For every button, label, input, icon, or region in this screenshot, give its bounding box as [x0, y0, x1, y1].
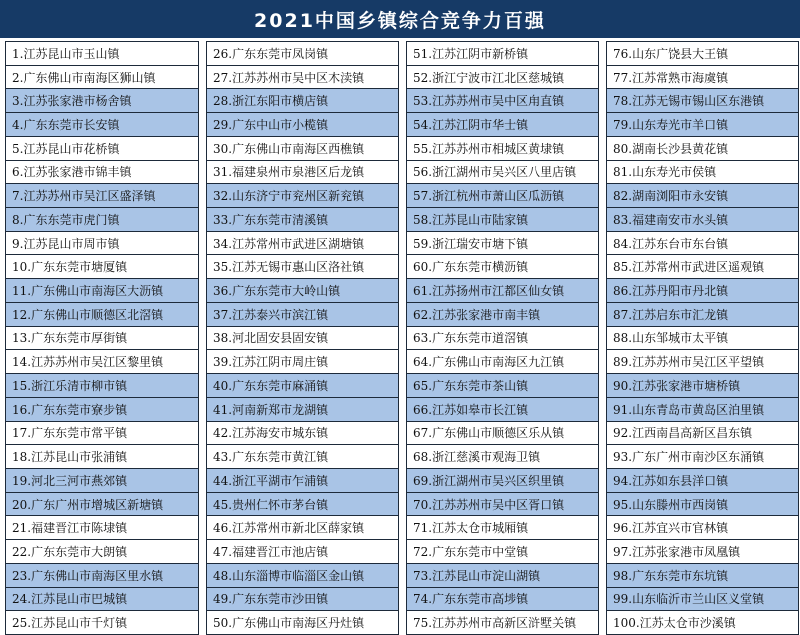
ranking-cell: 38.河北固安县固安镇 — [207, 327, 398, 351]
ranking-cell: 63.广东东莞市道滘镇 — [407, 327, 598, 351]
ranking-cell: 68.浙江慈溪市观海卫镇 — [407, 445, 598, 469]
ranking-cell: 51.江苏江阴市新桥镇 — [407, 42, 598, 66]
ranking-cell: 31.福建泉州市泉港区后龙镇 — [207, 161, 398, 185]
ranking-cell: 75.江苏苏州市高新区浒墅关镇 — [407, 611, 598, 635]
ranking-cell: 35.江苏无锡市惠山区洛社镇 — [207, 255, 398, 279]
ranking-cell: 26.广东东莞市凤岗镇 — [207, 42, 398, 66]
ranking-cell: 66.江苏如皋市长江镇 — [407, 398, 598, 422]
ranking-cell: 4.广东东莞市长安镇 — [6, 113, 198, 137]
ranking-cell: 13.广东东莞市厚街镇 — [6, 327, 198, 351]
ranking-cell: 42.江苏海安市城东镇 — [207, 422, 398, 446]
ranking-cell: 94.江苏如东县洋口镇 — [607, 469, 798, 493]
ranking-cell: 17.广东东莞市常平镇 — [6, 422, 198, 446]
ranking-cell: 91.山东青岛市黄岛区泊里镇 — [607, 398, 798, 422]
ranking-table — [5, 41, 798, 635]
ranking-cell: 55.江苏苏州市相城区黄埭镇 — [407, 137, 598, 161]
ranking-cell: 100.江苏太仓市沙溪镇 — [607, 611, 798, 635]
ranking-cell: 50.广东佛山市南海区丹灶镇 — [207, 611, 398, 635]
ranking-cell: 5.江苏昆山市花桥镇 — [6, 137, 198, 161]
ranking-cell: 78.江苏无锡市锡山区东港镇 — [607, 89, 798, 113]
ranking-cell: 62.江苏张家港市南丰镇 — [407, 303, 598, 327]
ranking-cell: 70.江苏苏州市吴中区胥口镇 — [407, 493, 598, 517]
ranking-cell: 1.江苏昆山市玉山镇 — [6, 42, 198, 66]
ranking-cell: 79.山东寿光市羊口镇 — [607, 113, 798, 137]
ranking-cell: 43.广东东莞市黄江镇 — [207, 445, 398, 469]
ranking-cell: 60.广东东莞市横沥镇 — [407, 255, 598, 279]
ranking-cell: 6.江苏张家港市锦丰镇 — [6, 161, 198, 185]
ranking-cell: 99.山东临沂市兰山区义堂镇 — [607, 588, 798, 612]
ranking-cell: 69.浙江湖州市吴兴区织里镇 — [407, 469, 598, 493]
ranking-cell: 21.福建晋江市陈埭镇 — [6, 516, 198, 540]
ranking-cell: 29.广东中山市小榄镇 — [207, 113, 398, 137]
ranking-cell: 36.广东东莞市大岭山镇 — [207, 279, 398, 303]
ranking-cell: 41.河南新郑市龙湖镇 — [207, 398, 398, 422]
ranking-cell: 49.广东东莞市沙田镇 — [207, 588, 398, 612]
ranking-cell: 56.浙江湖州市吴兴区八里店镇 — [407, 161, 598, 185]
ranking-cell: 74.广东东莞市高埗镇 — [407, 588, 598, 612]
ranking-cell: 45.贵州仁怀市茅台镇 — [207, 493, 398, 517]
ranking-cell: 95.山东滕州市西岗镇 — [607, 493, 798, 517]
ranking-cell: 98.广东东莞市东坑镇 — [607, 564, 798, 588]
ranking-cell: 12.广东佛山市顺德区北滘镇 — [6, 303, 198, 327]
ranking-cell: 23.广东佛山市南海区里水镇 — [6, 564, 198, 588]
ranking-cell: 14.江苏苏州市吴江区黎里镇 — [6, 350, 198, 374]
ranking-cell: 33.广东东莞市清溪镇 — [207, 208, 398, 232]
ranking-cell: 22.广东东莞市大朗镇 — [6, 540, 198, 564]
ranking-cell: 85.江苏常州市武进区遥观镇 — [607, 255, 798, 279]
ranking-cell: 47.福建晋江市池店镇 — [207, 540, 398, 564]
ranking-cell: 18.江苏昆山市张浦镇 — [6, 445, 198, 469]
ranking-cell: 65.广东东莞市茶山镇 — [407, 374, 598, 398]
ranking-cell: 25.江苏昆山市千灯镇 — [6, 611, 198, 635]
ranking-cell: 89.江苏苏州市吴江区平望镇 — [607, 350, 798, 374]
ranking-cell: 58.江苏昆山市陆家镇 — [407, 208, 598, 232]
ranking-cell: 93.广东广州市南沙区东涌镇 — [607, 445, 798, 469]
ranking-cell: 11.广东佛山市南海区大沥镇 — [6, 279, 198, 303]
ranking-cell: 97.江苏张家港市凤凰镇 — [607, 540, 798, 564]
ranking-column-3 — [406, 41, 599, 635]
ranking-cell: 83.福建南安市水头镇 — [607, 208, 798, 232]
ranking-cell: 72.广东东莞市中堂镇 — [407, 540, 598, 564]
ranking-cell: 10.广东东莞市塘厦镇 — [6, 255, 198, 279]
ranking-cell: 44.浙江平湖市乍浦镇 — [207, 469, 398, 493]
ranking-cell: 61.江苏扬州市江都区仙女镇 — [407, 279, 598, 303]
ranking-cell: 39.江苏江阴市周庄镇 — [207, 350, 398, 374]
ranking-column-2 — [206, 41, 399, 635]
ranking-cell: 67.广东佛山市顺德区乐从镇 — [407, 422, 598, 446]
ranking-cell: 81.山东寿光市侯镇 — [607, 161, 798, 185]
ranking-cell: 16.广东东莞市寮步镇 — [6, 398, 198, 422]
ranking-cell: 84.江苏东台市东台镇 — [607, 232, 798, 256]
ranking-cell: 30.广东佛山市南海区西樵镇 — [207, 137, 398, 161]
ranking-cell: 88.山东邹城市太平镇 — [607, 327, 798, 351]
ranking-cell: 9.江苏昆山市周市镇 — [6, 232, 198, 256]
ranking-cell: 77.江苏常熟市海虞镇 — [607, 66, 798, 90]
ranking-cell: 73.江苏昆山市淀山湖镇 — [407, 564, 598, 588]
ranking-cell: 32.山东济宁市兖州区新兖镇 — [207, 184, 398, 208]
ranking-cell: 54.江苏江阴市华士镇 — [407, 113, 598, 137]
ranking-cell: 86.江苏丹阳市丹北镇 — [607, 279, 798, 303]
ranking-cell: 37.江苏泰兴市滨江镇 — [207, 303, 398, 327]
ranking-cell: 46.江苏常州市新北区薛家镇 — [207, 516, 398, 540]
ranking-cell: 80.湖南长沙县黄花镇 — [607, 137, 798, 161]
ranking-cell: 59.浙江瑞安市塘下镇 — [407, 232, 598, 256]
ranking-column-1 — [5, 41, 199, 635]
ranking-cell: 19.河北三河市燕郊镇 — [6, 469, 198, 493]
ranking-cell: 64.广东佛山市南海区九江镇 — [407, 350, 598, 374]
ranking-cell: 34.江苏常州市武进区湖塘镇 — [207, 232, 398, 256]
ranking-cell: 24.江苏昆山市巴城镇 — [6, 588, 198, 612]
ranking-cell: 20.广东广州市增城区新塘镇 — [6, 493, 198, 517]
page-title: 2021中国乡镇综合竞争力百强 — [0, 0, 800, 38]
ranking-cell: 53.江苏苏州市吴中区甪直镇 — [407, 89, 598, 113]
ranking-cell: 2.广东佛山市南海区狮山镇 — [6, 66, 198, 90]
ranking-cell: 27.江苏苏州市吴中区木渎镇 — [207, 66, 398, 90]
ranking-cell: 48.山东淄博市临淄区金山镇 — [207, 564, 398, 588]
ranking-cell: 87.江苏启东市汇龙镇 — [607, 303, 798, 327]
ranking-cell: 3.江苏张家港市杨舍镇 — [6, 89, 198, 113]
ranking-cell: 76.山东广饶县大王镇 — [607, 42, 798, 66]
ranking-cell: 7.江苏苏州市吴江区盛泽镇 — [6, 184, 198, 208]
ranking-cell: 28.浙江东阳市横店镇 — [207, 89, 398, 113]
ranking-cell: 57.浙江杭州市萧山区瓜沥镇 — [407, 184, 598, 208]
ranking-cell: 96.江苏宜兴市官林镇 — [607, 516, 798, 540]
ranking-cell: 90.江苏张家港市塘桥镇 — [607, 374, 798, 398]
ranking-cell: 8.广东东莞市虎门镇 — [6, 208, 198, 232]
ranking-cell: 15.浙江乐清市柳市镇 — [6, 374, 198, 398]
ranking-cell: 40.广东东莞市麻涌镇 — [207, 374, 398, 398]
ranking-cell: 71.江苏太仓市城厢镇 — [407, 516, 598, 540]
ranking-cell: 82.湖南浏阳市永安镇 — [607, 184, 798, 208]
ranking-column-4 — [606, 41, 799, 635]
ranking-cell: 52.浙江宁波市江北区慈城镇 — [407, 66, 598, 90]
ranking-cell: 92.江西南昌高新区昌东镇 — [607, 422, 798, 446]
